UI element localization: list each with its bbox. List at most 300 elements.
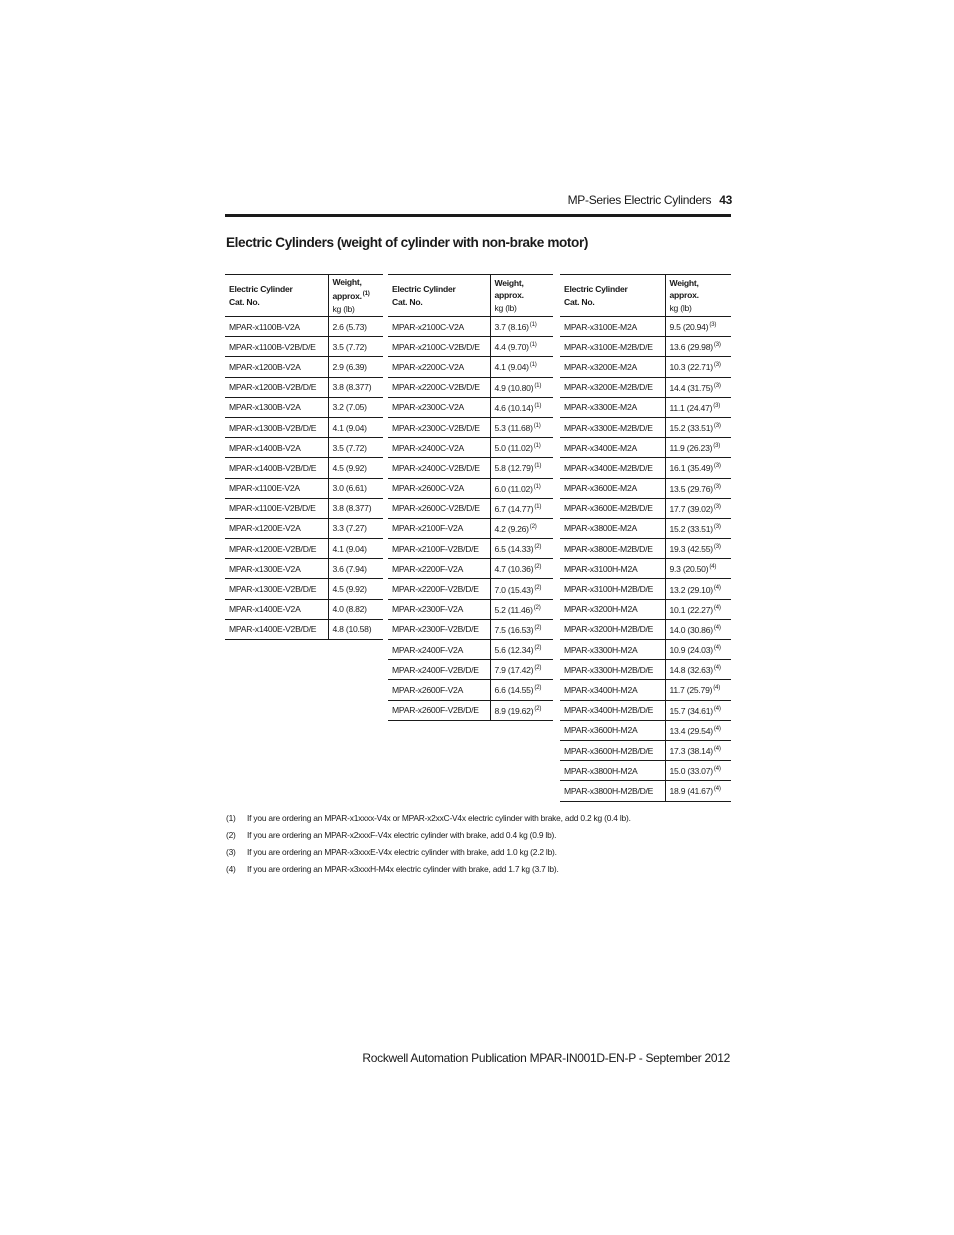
weight-cell	[490, 680, 553, 700]
cat-no-cell: MPAR-x2300F-V2B/D/E	[388, 619, 490, 639]
weight-value: 13.5 (29.76)	[669, 483, 713, 494]
footnote-ref: (1)	[534, 462, 542, 470]
weight-value: 7.5 (16.53)	[494, 624, 534, 635]
table-row	[560, 761, 731, 781]
cat-no-cell: MPAR-x3800H-M2A	[560, 761, 665, 781]
weight-value: 4.2 (9.26)	[494, 523, 529, 534]
header-weight	[665, 275, 731, 317]
weight-cell	[490, 337, 553, 357]
table-row	[560, 317, 731, 337]
weight-cell	[490, 619, 553, 639]
cat-no-cell: MPAR-x3100H-M2A	[560, 559, 665, 579]
weight-value: 13.4 (29.54)	[669, 725, 713, 736]
footnote-ref: (4)	[713, 765, 721, 773]
cat-no-cell: MPAR-x1100E-V2A	[225, 478, 328, 498]
weight-value: 13.2 (29.10)	[669, 584, 713, 595]
cat-no-cell: MPAR-x2600C-V2A	[388, 478, 490, 498]
weight-value: 15.2 (33.51)	[669, 523, 713, 534]
table-row	[560, 619, 731, 639]
footnote-ref: (1)	[529, 341, 537, 349]
footnote-ref: (1)	[533, 442, 541, 450]
cat-no-cell: MPAR-x3300H-M2B/D/E	[560, 660, 665, 680]
weight-cell	[665, 498, 731, 518]
weight-value: 3.5 (7.72)	[332, 442, 367, 453]
table-row	[388, 518, 553, 538]
cat-no-cell: MPAR-x2100F-V2B/D/E	[388, 539, 490, 559]
weight-value: 4.6 (10.14)	[494, 402, 534, 413]
weight-cell	[328, 599, 383, 619]
weight-value: 2.9 (6.39)	[332, 361, 367, 372]
footnote-ref: (1)	[534, 502, 542, 510]
table-row	[560, 720, 731, 740]
table-row	[560, 417, 731, 437]
weight-cell	[328, 417, 383, 437]
table-row	[225, 317, 383, 337]
table-row	[225, 438, 383, 458]
cat-no-cell: MPAR-x3800H-M2B/D/E	[560, 781, 665, 801]
cat-no-cell: MPAR-x3800E-M2B/D/E	[560, 539, 665, 559]
footnote-ref: (3)	[713, 341, 721, 349]
cat-no-cell: MPAR-x1300E-V2A	[225, 559, 328, 579]
table-row	[560, 539, 731, 559]
weight-value: 4.5 (9.92)	[332, 462, 367, 473]
table-row	[388, 337, 553, 357]
weight-value: 3.0 (6.61)	[332, 483, 367, 494]
weight-value: 15.0 (33.07)	[669, 766, 713, 777]
footnote-ref: (3)	[713, 422, 721, 430]
cat-no-cell: MPAR-x2600F-V2A	[388, 680, 490, 700]
cat-no-cell: MPAR-x3600E-M2B/D/E	[560, 498, 665, 518]
running-header	[560, 193, 732, 207]
table-row	[225, 458, 383, 478]
table-row	[560, 438, 731, 458]
footnote-ref: (1)	[529, 321, 537, 329]
footnote	[226, 847, 631, 864]
footnote-ref: (3)	[713, 462, 721, 470]
weight-value: 17.7 (39.02)	[669, 503, 713, 514]
footnote-ref: (2)	[533, 603, 541, 611]
weight-value: 11.7 (25.79)	[669, 685, 713, 696]
table-row	[388, 700, 553, 720]
weight-value: 11.1 (24.47)	[669, 402, 713, 413]
footnote-ref: (3)	[713, 482, 721, 490]
table-row	[388, 377, 553, 397]
cat-no-cell: MPAR-x2300F-V2A	[388, 599, 490, 619]
cat-no-cell: MPAR-x3400H-M2B/D/E	[560, 700, 665, 720]
footnote	[226, 864, 631, 881]
weight-cell	[328, 397, 383, 417]
cat-no-cell: MPAR-x2400C-V2B/D/E	[388, 458, 490, 478]
table-row	[388, 539, 553, 559]
table-row	[388, 619, 553, 639]
footnote-text: If you are ordering an MPAR-x1xxxx-V4x or MPAR-x2xxC-V4x electric cylinder with brake, add 0.2 kg (0.4 lb).	[247, 813, 631, 823]
weight-value: 10.9 (24.03)	[669, 645, 713, 656]
weight-value: 9.5 (20.94)	[669, 322, 709, 333]
header-cat-line1: Electric Cylinder	[392, 284, 456, 294]
cat-no-cell: MPAR-x1100B-V2A	[225, 317, 328, 337]
table-row	[388, 397, 553, 417]
cat-no-cell: MPAR-x1400B-V2A	[225, 438, 328, 458]
weight-cell	[665, 438, 731, 458]
table-row	[560, 498, 731, 518]
weight-value: 4.4 (9.70)	[494, 342, 529, 353]
table-row	[225, 417, 383, 437]
table-row	[225, 559, 383, 579]
weight-cell	[665, 761, 731, 781]
cat-no-cell: MPAR-x3200E-M2A	[560, 357, 665, 377]
weight-cell	[490, 458, 553, 478]
footnote-number: (2)	[226, 830, 236, 840]
weight-value: 11.9 (26.23)	[669, 443, 713, 454]
footnote-ref: (3)	[713, 381, 721, 389]
footnote-ref: (3)	[713, 502, 721, 510]
weight-value: 4.9 (10.80)	[494, 382, 534, 393]
cat-no-cell: MPAR-x1100B-V2B/D/E	[225, 337, 328, 357]
weight-value: 4.8 (10.58)	[332, 624, 372, 635]
weight-cell	[328, 438, 383, 458]
weight-value: 6.7 (14.77)	[494, 503, 534, 514]
table-row	[560, 559, 731, 579]
weight-cell	[328, 377, 383, 397]
table-row	[560, 357, 731, 377]
table-row	[560, 518, 731, 538]
footnote-ref: (1)	[533, 482, 541, 490]
footnote-ref: (3)	[713, 401, 721, 409]
cat-no-cell: MPAR-x3200H-M2A	[560, 599, 665, 619]
table-row	[388, 498, 553, 518]
table-row	[225, 518, 383, 538]
weight-value: 6.0 (11.02)	[494, 483, 533, 494]
weight-cell	[665, 458, 731, 478]
table-row	[388, 640, 553, 660]
weight-value: 14.4 (31.75)	[669, 382, 713, 393]
header-weight-line2: approx.	[669, 290, 699, 301]
cat-no-cell: MPAR-x1300B-V2A	[225, 397, 328, 417]
table-row	[388, 559, 553, 579]
weight-cell	[665, 640, 731, 660]
footnote-ref: (3)	[713, 543, 721, 551]
footnote-ref: (4)	[709, 563, 717, 571]
footnote-ref: (4)	[713, 644, 721, 652]
weight-cell	[490, 377, 553, 397]
header-cat-no	[388, 275, 490, 317]
footnote-number: (4)	[226, 864, 236, 874]
cat-no-cell: MPAR-x1100E-V2B/D/E	[225, 498, 328, 518]
weight-value: 5.8 (12.79)	[494, 463, 534, 474]
weight-value: 7.0 (15.43)	[494, 584, 534, 595]
table-row	[225, 337, 383, 357]
weight-value: 14.8 (32.63)	[669, 665, 713, 676]
cat-no-cell: MPAR-x3300H-M2A	[560, 640, 665, 660]
table-row	[560, 640, 731, 660]
header-weight-line2: approx.	[494, 290, 524, 301]
weight-cell	[328, 559, 383, 579]
weight-value: 16.1 (35.49)	[669, 463, 713, 474]
weight-value: 15.2 (33.51)	[669, 423, 713, 434]
weight-cell	[665, 397, 731, 417]
weight-cell	[328, 357, 383, 377]
footnote-ref: (3)	[713, 442, 721, 450]
cat-no-cell: MPAR-x3100H-M2B/D/E	[560, 579, 665, 599]
footnote-ref: (2)	[534, 664, 542, 672]
weight-cell	[665, 781, 731, 801]
cat-no-cell: MPAR-x2200F-V2B/D/E	[388, 579, 490, 599]
weight-value: 3.5 (7.72)	[332, 341, 367, 352]
table-row	[225, 599, 383, 619]
cat-no-cell: MPAR-x1400E-V2B/D/E	[225, 619, 328, 639]
footnote-number: (1)	[226, 813, 236, 823]
table-row	[560, 579, 731, 599]
footnote-ref: (1)	[529, 361, 537, 369]
footnote-ref: (4)	[713, 583, 721, 591]
footnote-ref: (3)	[709, 321, 717, 329]
header-cat-line2: Cat. No.	[392, 296, 423, 307]
table-row	[560, 680, 731, 700]
footnote-ref: (4)	[713, 745, 721, 753]
table-row	[560, 700, 731, 720]
footnotes	[226, 813, 631, 881]
footnote-ref: (4)	[713, 785, 721, 793]
weight-value: 3.2 (7.05)	[332, 402, 367, 413]
weight-cell	[328, 478, 383, 498]
table-row	[560, 599, 731, 619]
cat-no-cell: MPAR-x3600E-M2A	[560, 478, 665, 498]
cat-no-cell: MPAR-x3400E-M2B/D/E	[560, 458, 665, 478]
weight-cell	[665, 579, 731, 599]
weight-value: 3.6 (7.94)	[332, 563, 367, 574]
cat-no-cell: MPAR-x2100C-V2A	[388, 317, 490, 337]
weight-cell	[490, 599, 553, 619]
weight-cell	[665, 599, 731, 619]
weight-value: 7.9 (17.42)	[494, 665, 534, 676]
table-row	[225, 478, 383, 498]
footnote-ref: (3)	[713, 361, 721, 369]
cat-no-cell: MPAR-x3200H-M2B/D/E	[560, 619, 665, 639]
header-cat-line1: Electric Cylinder	[229, 284, 293, 294]
cat-no-cell: MPAR-x3200E-M2B/D/E	[560, 377, 665, 397]
header-cat-line2: Cat. No.	[564, 296, 595, 307]
header-weight-unit: kg (lb)	[332, 303, 355, 314]
weight-cell	[328, 579, 383, 599]
weight-value: 19.3 (42.55)	[669, 544, 713, 555]
table-row	[560, 781, 731, 801]
weight-cell	[490, 660, 553, 680]
footnote-number: (3)	[226, 847, 236, 857]
weight-value: 18.9 (41.67)	[669, 786, 713, 797]
footnote-text: If you are ordering an MPAR-x3xxxH-M4x electric cylinder with brake, add 1.7 kg (3.7 lb).	[247, 864, 559, 874]
page-footer: Rockwell Automation Publication MPAR-IN001D-EN-P - September 2012	[362, 1051, 730, 1065]
footnote-ref: (2)	[534, 563, 542, 571]
table-row	[388, 478, 553, 498]
header-weight-line1: Weight,	[669, 277, 699, 288]
header-cat-no	[225, 275, 328, 317]
weight-cell	[490, 357, 553, 377]
cat-no-cell: MPAR-x1200B-V2A	[225, 357, 328, 377]
weight-cell	[490, 559, 553, 579]
weight-cell	[328, 337, 383, 357]
table-row	[388, 357, 553, 377]
weight-value: 6.5 (14.33)	[494, 544, 534, 555]
weight-cell	[665, 518, 731, 538]
footnote-ref: (4)	[713, 664, 721, 672]
table-row	[225, 579, 383, 599]
weight-value: 5.0 (11.02)	[494, 443, 533, 454]
weight-table-series-2	[388, 274, 553, 721]
weight-value: 14.0 (30.86)	[669, 624, 713, 635]
cat-no-cell: MPAR-x2400F-V2A	[388, 640, 490, 660]
weight-cell	[665, 377, 731, 397]
table-row	[560, 377, 731, 397]
header-weight-line1: Weight,	[494, 277, 524, 288]
weight-cell	[665, 478, 731, 498]
weight-value: 8.9 (19.62)	[494, 705, 534, 716]
footnote-ref: (2)	[529, 522, 537, 530]
weight-cell	[490, 579, 553, 599]
header-weight-line2: approx.	[332, 291, 362, 302]
header-weight	[490, 275, 553, 317]
table-row	[388, 317, 553, 337]
table-row	[225, 377, 383, 397]
header-weight-unit: kg (lb)	[494, 302, 517, 313]
table-row	[225, 539, 383, 559]
table-row	[225, 357, 383, 377]
footnote-ref: (4)	[713, 704, 721, 712]
weight-value: 9.3 (20.50)	[669, 564, 709, 575]
weight-value: 5.3 (11.68)	[494, 423, 533, 434]
weight-value: 15.7 (34.61)	[669, 705, 713, 716]
weight-cell	[490, 539, 553, 559]
cat-no-cell: MPAR-x2100F-V2A	[388, 518, 490, 538]
cat-no-cell: MPAR-x3600H-M2B/D/E	[560, 740, 665, 760]
footnote-text: If you are ordering an MPAR-x2xxxF-V4x electric cylinder with brake, add 0.4 kg (0.9 lb).	[247, 830, 557, 840]
header-cat-line1: Electric Cylinder	[564, 284, 628, 294]
footnote-ref: (4)	[713, 724, 721, 732]
weight-cell	[490, 478, 553, 498]
cat-no-cell: MPAR-x3300E-M2B/D/E	[560, 417, 665, 437]
weight-value: 4.1 (9.04)	[332, 543, 367, 554]
cat-no-cell: MPAR-x2400C-V2A	[388, 438, 490, 458]
footnote	[226, 830, 631, 847]
cat-no-cell: MPAR-x1200E-V2A	[225, 518, 328, 538]
table-row	[560, 458, 731, 478]
footnote	[226, 813, 631, 830]
weight-value: 13.6 (29.98)	[669, 342, 713, 353]
table-row	[388, 579, 553, 599]
weight-value: 4.1 (9.04)	[332, 422, 367, 433]
header-cat-line2: Cat. No.	[229, 296, 260, 307]
footnote-ref: (1)	[533, 422, 541, 430]
weight-cell	[665, 720, 731, 740]
header-weight-line1: Weight,	[332, 276, 362, 287]
weight-cell	[665, 740, 731, 760]
header-weight	[328, 275, 383, 317]
footnote-ref: (2)	[534, 623, 542, 631]
footnote-ref: (4)	[713, 603, 721, 611]
weight-value: 10.1 (22.27)	[669, 604, 713, 615]
header-cat-no	[560, 275, 665, 317]
footnote-ref: (2)	[534, 583, 542, 591]
weight-cell	[665, 357, 731, 377]
cat-no-cell: MPAR-x2200C-V2A	[388, 357, 490, 377]
weight-value: 5.2 (11.46)	[494, 604, 533, 615]
header-rule	[225, 214, 731, 217]
weight-cell	[490, 518, 553, 538]
weight-table-series-3	[560, 274, 731, 802]
weight-cell	[665, 660, 731, 680]
weight-cell	[328, 317, 383, 337]
table-row	[225, 397, 383, 417]
weight-cell	[490, 700, 553, 720]
footnote-ref: (2)	[534, 644, 542, 652]
cat-no-cell: MPAR-x1200E-V2B/D/E	[225, 539, 328, 559]
weight-cell	[490, 498, 553, 518]
running-header-title: MP-Series Electric Cylinders	[567, 193, 712, 207]
table-row	[388, 680, 553, 700]
weight-value: 3.3 (7.27)	[332, 523, 367, 534]
table-row	[560, 660, 731, 680]
weight-cell	[328, 619, 383, 639]
weight-cell	[665, 539, 731, 559]
weight-cell	[328, 498, 383, 518]
weight-value: 4.1 (9.04)	[494, 362, 529, 373]
cat-no-cell: MPAR-x2600C-V2B/D/E	[388, 498, 490, 518]
cat-no-cell: MPAR-x1300E-V2B/D/E	[225, 579, 328, 599]
table-row	[560, 740, 731, 760]
weight-value: 17.3 (38.14)	[669, 746, 713, 757]
weight-cell	[328, 518, 383, 538]
cat-no-cell: MPAR-x3800E-M2A	[560, 518, 665, 538]
cat-no-cell: MPAR-x2600F-V2B/D/E	[388, 700, 490, 720]
cat-no-cell: MPAR-x3100E-M2B/D/E	[560, 337, 665, 357]
footnote-ref: (2)	[534, 704, 542, 712]
footnote-ref: (1)	[534, 401, 542, 409]
table-row	[388, 417, 553, 437]
weight-cell	[490, 640, 553, 660]
cat-no-cell: MPAR-x3400H-M2A	[560, 680, 665, 700]
weight-value: 2.6 (5.73)	[332, 321, 367, 332]
cat-no-cell: MPAR-x3600H-M2A	[560, 720, 665, 740]
footnote-ref: (3)	[713, 522, 721, 530]
footnote-ref: (1)	[534, 381, 542, 389]
header-weight-unit: kg (lb)	[669, 302, 692, 313]
cat-no-cell: MPAR-x2300C-V2B/D/E	[388, 417, 490, 437]
table-row	[225, 498, 383, 518]
table-row	[225, 619, 383, 639]
cat-no-cell: MPAR-x1400B-V2B/D/E	[225, 458, 328, 478]
weight-cell	[665, 337, 731, 357]
weight-cell	[665, 417, 731, 437]
weight-cell	[490, 397, 553, 417]
weight-cell	[665, 317, 731, 337]
weight-cell	[490, 417, 553, 437]
weight-cell	[665, 700, 731, 720]
weight-value: 4.7 (10.36)	[494, 564, 534, 575]
section-title: Electric Cylinders (weight of cylinder with non-brake motor)	[226, 235, 588, 250]
cat-no-cell: MPAR-x2200F-V2A	[388, 559, 490, 579]
weight-value: 5.6 (12.34)	[494, 645, 534, 656]
page-number: 43	[719, 193, 732, 207]
cat-no-cell: MPAR-x2100C-V2B/D/E	[388, 337, 490, 357]
footnote-ref: (2)	[534, 543, 542, 551]
header-weight-footnote-ref: (1)	[362, 290, 370, 298]
weight-value: 3.8 (8.377)	[332, 503, 372, 514]
footnote-ref: (4)	[713, 623, 721, 631]
table-row	[388, 660, 553, 680]
cat-no-cell: MPAR-x2300C-V2A	[388, 397, 490, 417]
weight-value: 10.3 (22.71)	[669, 362, 713, 373]
footnote-ref: (2)	[534, 684, 542, 692]
weight-cell	[665, 680, 731, 700]
